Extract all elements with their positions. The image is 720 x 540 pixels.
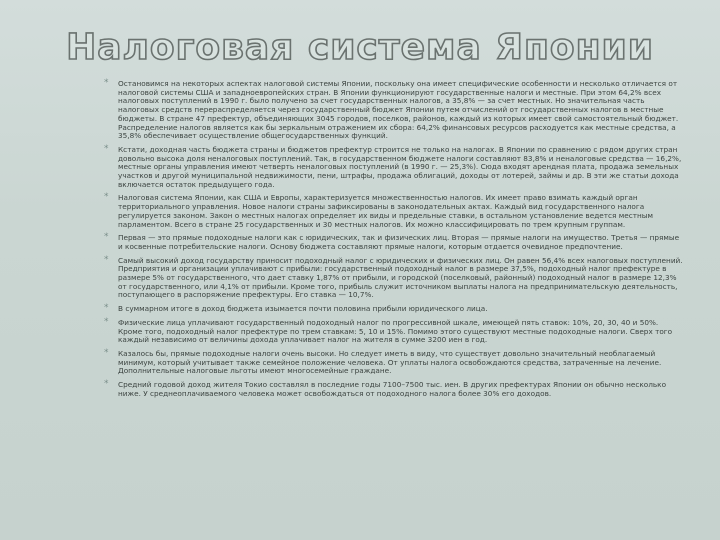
list-item-text: Остановимся на некоторых аспектах налоговой системы Японии, поскольку она имеет специфические особенности и несколько отличается от налоговой системы США и западноевропейских стран. В Японии функционируют государственные налоги и местные. При этом 64,2% всех налоговых поступлений в 1990 г. было получено за счет государственных налогов, а 35,8% — за счет местных. Но значительная часть налоговых средств перераспределяется через государственный бюджет Японии путем отчислений от государственных налогов в местные бюджеты. В стране 47 префектур, объединяющих 3045 городов, поселков, районов, каждый из которых имеет свой самостоятельный бюджет. Распределение налогов является как бы зеркальным отражением их сбора: 64,2% финансовых ресурсов расходуется как местные средства, а 35,8% обеспечивает осуществление общегосударственных функций. xyxy=(118,79,679,141)
list-item-text: Средний годовой доход жителя Токио составлял в последние годы 7100–7500 тыс. иен. В других префектурах Японии он обычно несколько ниже. У среднеоплачиваемого человека может освобождаться от подоходного налога более 30% его доходов. xyxy=(118,380,667,398)
bullet-marker: * xyxy=(104,143,109,154)
bullet-marker: * xyxy=(104,192,109,203)
list-item xyxy=(104,194,684,229)
bullet-marker: * xyxy=(104,254,109,265)
list-item xyxy=(104,381,684,398)
list-item xyxy=(104,234,684,251)
list-item xyxy=(104,254,684,301)
list-item-text: Казалось бы, прямые подоходные налоги очень высоки. Но следует иметь в виду, что существует довольно значительный необлагаемый минимум, который учитывает также семейное положение человека. От уплаты налога освобождаются средства, затраченные на лечение. Дополнительные налоговые льготы имеют многосемейные граждане. xyxy=(118,348,662,376)
list-item xyxy=(104,347,684,376)
list-item xyxy=(104,143,684,190)
slide-title: Налоговая система Японии xyxy=(66,27,654,68)
bullet-marker: * xyxy=(104,303,109,314)
list-item-text: Кстати, доходная часть бюджета страны и бюджетов префектур строится не только на налогах. В Японии по сравнению с рядом других стран довольно высока доля неналоговых поступлений. Так, в государственном бюджете налоги составляют 83,8% и неналоговые средства — 16,2%, местные органы управления имеют четверть неналоговых поступлений (в 1990 г. — 25,3%). Сюда входят арендная плата, продажа земельных участков и другой муниципальной недвижимости, пени, штрафы, продажа облигаций, доходы от лотерей, займы и др. В эти же статьи дохода включается остаток предыдущего года. xyxy=(118,144,682,189)
list-item-text: Первая — это прямые подоходные налоги как с юридических, так и физических лиц. Вторая — прямые налоги на имущество. Третья — прямые и косвенные потребительские налоги. Основу бюджета составляют прямые налоги, которым отдается очевидное предпочтение. xyxy=(118,233,680,251)
list-item-text: Самый высокий доход государству приносит подоходный налог с юридических и физических лиц. Он равен 56,4% всех налоговых поступлений. Предприятия и организации уплачивают с прибыли: государственный подоходный налог в размере 37,5%, подоходный налог префектуре в размере 5% от государственного, что дает ставку 1,87% от прибыли, и городской (поселковый, районный) подоходный налог в размере 12,3% от государственного, или 4,1% от прибыли. Кроме того, прибыль служит источником выплаты налога на предпринимательскую деятельность, поступающего в распоряжение префектуры. Его ставка — 10,7%. xyxy=(118,255,683,300)
bullet-marker: * xyxy=(104,316,109,327)
list-item-text: Физические лица уплачивают государственный подоходный налог по прогрессивной шкале, имеющей пять ставок: 10%, 20, 30, 40 и 50%. Кроме того, подоходный налог префектуре по трем ставкам: 5, 10 и 15%. Помимо этого существуют местные подоходные налоги. Сверх того каждый независимо от величины дохода уплачивает налог на жителя в сумме 3200 иен в год. xyxy=(118,317,673,345)
list-item-text: Налоговая система Японии, как США и Европы, характеризуется множественностью налогов. Их имеет право взимать каждый орган территориального управления. Новое налоги страны зафиксированы в законодательных актах. Каждый вид государственного налога регулируется законом. Закон о местных налогах определяет их виды и предельные ставки, в остальном установление ведется местным парламентом. Всего в стране 25 государственных и 30 местных налогов. Их можно классифицировать по трем крупным группам. xyxy=(118,193,653,229)
bullet-list xyxy=(104,80,684,399)
list-item xyxy=(104,316,684,345)
bullet-marker: * xyxy=(104,232,109,243)
bullet-marker: * xyxy=(104,78,109,88)
list-item-text: В суммарном итоге в доход бюджета изымается почти половина прибыли юридического лица. xyxy=(118,304,488,314)
bullet-marker: * xyxy=(104,347,109,358)
bullet-marker: * xyxy=(104,379,109,390)
list-item xyxy=(104,80,684,141)
list-item xyxy=(104,305,684,314)
